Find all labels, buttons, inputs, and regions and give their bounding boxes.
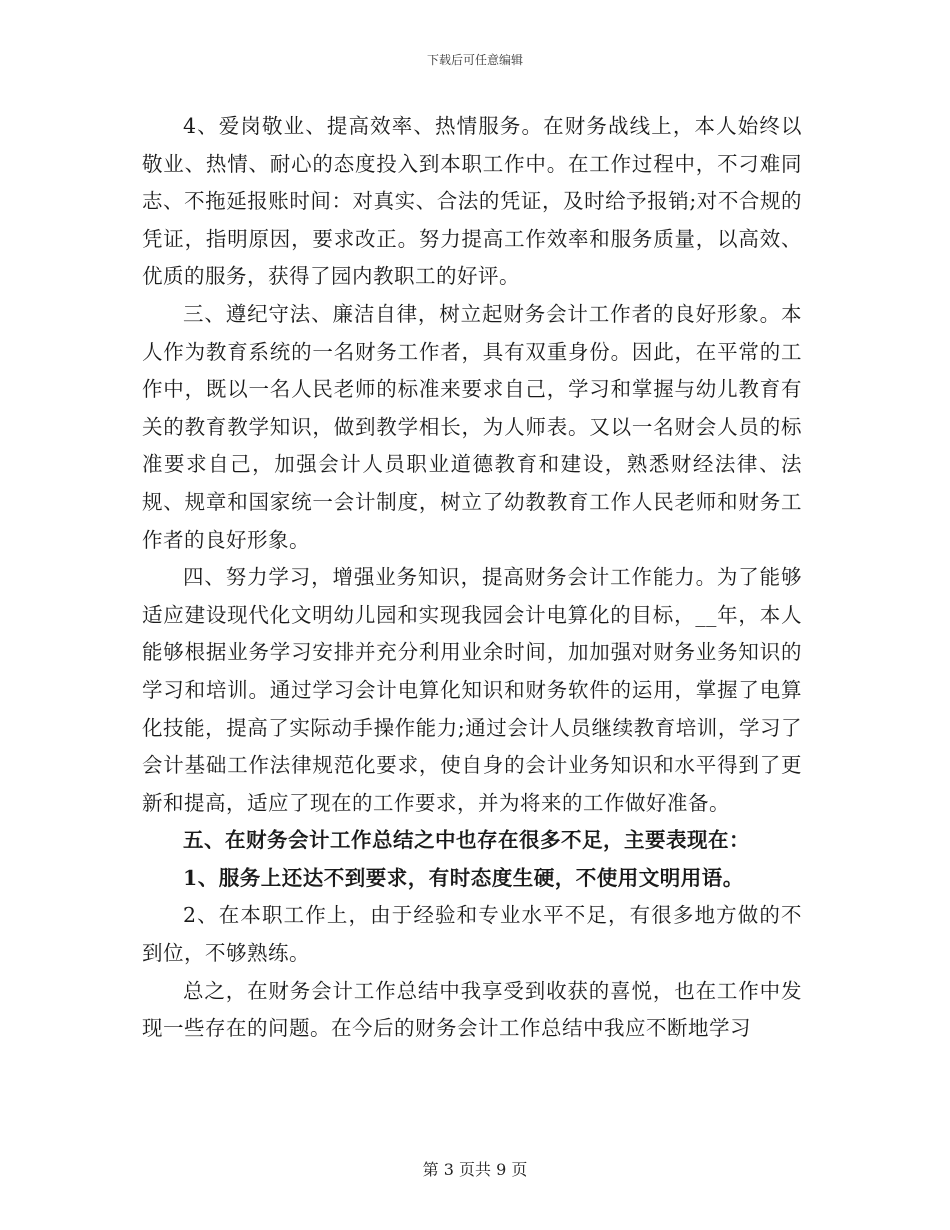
paragraph-shortcoming-1: 1、服务上还达不到要求，有时态度生硬，不使用文明用语。 (183, 865, 744, 890)
page-footer: 第 3 页共 9 页 (422, 1160, 528, 1179)
document-body (142, 108, 802, 1048)
paragraph-shortcoming-2: 2、在本职工作上，由于经验和专业水平不足，有很多地方做的不到位，不够熟练。 (142, 903, 802, 966)
paragraph-shortcomings-heading: 五、在财务会计工作总结之中也存在很多不足，主要表现在： (183, 828, 750, 853)
paragraph-conclusion: 总之，在财务会计工作总结中我享受到收获的喜悦，也在工作中发现一些存在的问题。在今后的财务会计工作总结中我应不断地学习 (142, 978, 802, 1041)
paragraph-dedication: 4、爱岗敬业、提高效率、热情服务。在财务战线上，本人始终以敬业、热情、耐心的态度投入到本职工作中。在工作过程中，不刁难同志、不拖延报账时间：对真实、合法的凭证，及时给予报销;对不合规的凭证，指明原因，要求改正。努力提高工作效率和服务质量，以高效、优质的服务，获得了园内教职工的好评。 (142, 114, 802, 289)
page-header: 下载后可任意编辑 (426, 53, 523, 67)
paragraph-integrity: 三、遵纪守法、廉洁自律，树立起财务会计工作者的良好形象。本人作为教育系统的一名财务工作者，具有双重身份。因此，在平常的工作中，既以一名人民老师的标准来要求自己，学习和掌握与幼儿教育有关的教育教学知识，做到教学相长，为人师表。又以一名财会人员的标准要求自己，加强会计人员职业道德教育和建设，熟悉财经法律、法规、规章和国家统一会计制度，树立了幼教教育工作人民老师和财务工作者的良好形象。 (142, 301, 802, 552)
paragraph-learning: 四、努力学习，增强业务知识，提高财务会计工作能力。为了能够适应建设现代化文明幼儿园和实现我园会计电算化的目标，__年，本人能够根据业务学习安排并充分利用业余时间，加加强对财务业务知识的学习和培训。通过学习会计电算化知识和财务软件的运用，掌握了电算化技能，提高了实际动手操作能力;通过会计人员继续教育培训，学习了会计基础工作法律规范化要求，使自身的会计业务知识和水平得到了更新和提高，适应了现在的工作要求，并为将来的工作做好准备。 (142, 565, 802, 815)
